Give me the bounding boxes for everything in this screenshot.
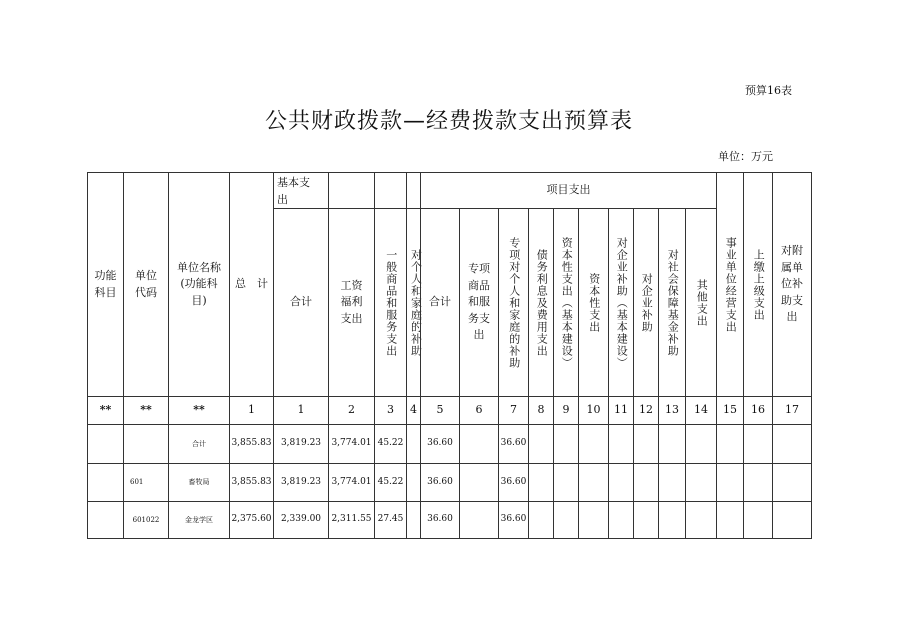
table-cell bbox=[553, 463, 579, 502]
header-special-personal bbox=[498, 208, 529, 397]
code-cell: 1 bbox=[273, 396, 329, 425]
table-cell bbox=[87, 463, 124, 502]
code-cell: 3 bbox=[374, 396, 407, 425]
table-cell: 27.45 bbox=[374, 501, 407, 539]
table-cell: 601022 bbox=[123, 501, 169, 539]
code-cell: 6 bbox=[459, 396, 499, 425]
table-cell bbox=[528, 424, 554, 464]
table-cell bbox=[553, 424, 579, 464]
code-cell: 8 bbox=[528, 396, 554, 425]
table-cell: 601 bbox=[123, 463, 169, 502]
table-cell bbox=[608, 501, 634, 539]
table-cell bbox=[633, 463, 659, 502]
header-operating bbox=[716, 172, 744, 397]
table-cell: 45.22 bbox=[374, 463, 407, 502]
header-enterprise bbox=[633, 208, 659, 397]
page-title: 公共财政拨款—经费拨款支出预算表 bbox=[264, 109, 633, 134]
header-other bbox=[685, 208, 717, 397]
table-cell bbox=[716, 463, 744, 502]
header-enterprise-basic bbox=[608, 208, 634, 397]
table-cell bbox=[87, 501, 124, 539]
table-cell bbox=[123, 424, 169, 464]
table-cell: 3,774.01 bbox=[328, 424, 375, 464]
header-upper-level bbox=[743, 172, 773, 397]
header-basic-group: 基本支 出 bbox=[273, 172, 329, 209]
code-cell: 5 bbox=[420, 396, 460, 425]
table-cell bbox=[658, 424, 686, 464]
table-cell bbox=[743, 501, 773, 539]
code-cell: 17 bbox=[772, 396, 812, 425]
header-wages: 工资 福利 支出 bbox=[328, 208, 375, 397]
table-cell bbox=[406, 424, 421, 464]
header-operating-text: 事业单位经营支出 bbox=[724, 236, 738, 333]
table-cell: 畜牧局 bbox=[168, 463, 230, 502]
header-enterprise-text: 对企业补助 bbox=[640, 272, 654, 333]
table-cell: 2,339.00 bbox=[273, 501, 329, 539]
table-cell: 3,819.23 bbox=[273, 424, 329, 464]
table-cell bbox=[772, 424, 812, 464]
table-cell bbox=[685, 501, 717, 539]
table-cell bbox=[553, 501, 579, 539]
code-cell: 10 bbox=[578, 396, 609, 425]
table-cell bbox=[459, 501, 499, 539]
header-capital bbox=[578, 208, 609, 397]
header-debt-interest bbox=[528, 208, 554, 397]
header-goods-services-text: 一般商品和服务支出 bbox=[384, 248, 398, 357]
code-cell: 11 bbox=[608, 396, 634, 425]
header-special-goods: 专项 商品 和服 务支 出 bbox=[459, 208, 499, 397]
header-func-subject: 功能 科目 bbox=[87, 172, 124, 397]
header-proj-total: 合计 bbox=[420, 208, 460, 397]
header-capital-text: 资本性支出 bbox=[587, 272, 601, 333]
header-other-text: 其他支出 bbox=[695, 278, 709, 327]
header-special-personal-text: 专项对个人和家庭的补助 bbox=[507, 236, 521, 369]
table-cell: 3,855.83 bbox=[229, 424, 274, 464]
header-personal-subsidy-text: 对个人和家庭的补助 bbox=[409, 248, 423, 357]
header-upper-level-text: 上缴上级支出 bbox=[752, 248, 766, 321]
table-cell bbox=[743, 424, 773, 464]
code-cell: 14 bbox=[685, 396, 717, 425]
table-cell: 36.60 bbox=[420, 424, 460, 464]
table-cell: 36.60 bbox=[498, 501, 529, 539]
header-basic-total: 合计 bbox=[273, 208, 329, 397]
code-cell: 12 bbox=[633, 396, 659, 425]
table-cell bbox=[772, 463, 812, 502]
header-basic-spacer-1 bbox=[328, 172, 375, 209]
table-cell: 2,311.55 bbox=[328, 501, 375, 539]
form-number: 预算16表 bbox=[745, 84, 792, 97]
header-debt-interest-text: 债务利息及费用支出 bbox=[535, 248, 549, 357]
table-cell: 合计 bbox=[168, 424, 230, 464]
header-capital-basic bbox=[553, 208, 579, 397]
header-capital-basic-text: 资本性支出（基本建设） bbox=[560, 236, 574, 369]
header-social-security-text: 对社会保障基金补助 bbox=[666, 248, 680, 357]
code-cell: 1 bbox=[229, 396, 274, 425]
table-cell bbox=[87, 424, 124, 464]
table-cell: 36.60 bbox=[498, 424, 529, 464]
header-personal-subsidy bbox=[406, 172, 421, 397]
table-cell bbox=[658, 463, 686, 502]
table-cell bbox=[743, 463, 773, 502]
table-cell bbox=[716, 501, 744, 539]
table-cell bbox=[578, 463, 609, 502]
table-cell: 3,819.23 bbox=[273, 463, 329, 502]
table-cell bbox=[406, 463, 421, 502]
table-cell bbox=[685, 424, 717, 464]
table-cell bbox=[608, 463, 634, 502]
code-cell: 15 bbox=[716, 396, 744, 425]
table-cell bbox=[772, 501, 812, 539]
code-cell: ** bbox=[168, 396, 230, 425]
header-social-security bbox=[658, 208, 686, 397]
table-cell: 金龙学区 bbox=[168, 501, 230, 539]
header-unit-name: 单位名称 (功能科 目) bbox=[168, 172, 230, 397]
table-cell bbox=[608, 424, 634, 464]
table-cell: 45.22 bbox=[374, 424, 407, 464]
code-cell: 9 bbox=[553, 396, 579, 425]
table-cell bbox=[459, 463, 499, 502]
table-cell bbox=[633, 501, 659, 539]
header-project-group: 项目支出 bbox=[420, 172, 717, 209]
table-cell bbox=[406, 501, 421, 539]
code-cell: 4 bbox=[406, 396, 421, 425]
code-cell: ** bbox=[123, 396, 169, 425]
table-cell bbox=[633, 424, 659, 464]
table-cell: 3,855.83 bbox=[229, 463, 274, 502]
header-affiliated: 对附 属单 位补 助支 出 bbox=[772, 172, 812, 397]
table-cell bbox=[459, 424, 499, 464]
table-cell: 36.60 bbox=[498, 463, 529, 502]
header-total: 总 计 bbox=[229, 172, 274, 397]
unit-label: 单位：万元 bbox=[718, 150, 773, 163]
table-cell bbox=[578, 424, 609, 464]
table-cell: 2,375.60 bbox=[229, 501, 274, 539]
table-cell bbox=[528, 463, 554, 502]
code-cell: 2 bbox=[328, 396, 375, 425]
code-cell: 7 bbox=[498, 396, 529, 425]
table-cell bbox=[658, 501, 686, 539]
code-cell: 13 bbox=[658, 396, 686, 425]
table-cell bbox=[716, 424, 744, 464]
table-cell: 3,774.01 bbox=[328, 463, 375, 502]
header-enterprise-basic-text: 对企业补助（基本建设） bbox=[615, 236, 629, 369]
table-cell: 36.60 bbox=[420, 463, 460, 502]
code-cell: 16 bbox=[743, 396, 773, 425]
table-cell bbox=[685, 463, 717, 502]
code-cell: ** bbox=[87, 396, 124, 425]
table-cell: 36.60 bbox=[420, 501, 460, 539]
table-cell bbox=[528, 501, 554, 539]
header-goods-services bbox=[374, 172, 407, 397]
header-unit-code: 单位 代码 bbox=[123, 172, 169, 397]
table-cell bbox=[578, 501, 609, 539]
